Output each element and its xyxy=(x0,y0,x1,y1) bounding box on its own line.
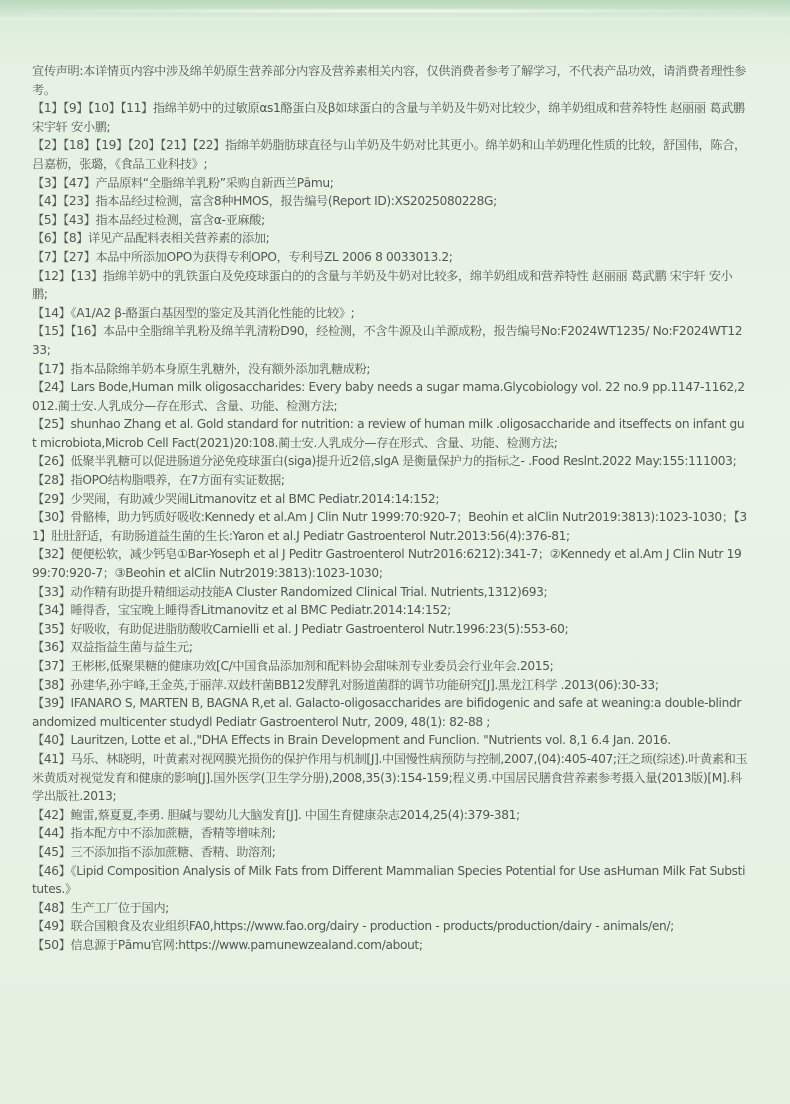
reference-item: 【25】shunhao Zhang et al. Gold standard for nutrition: a review of human milk .oligosaccharide and itseffects on infant gut microbiota,Microb Cell Fact(2021)20:108.蔺士安.人乳成分—存在形式、含量、功能、检测方法; xyxy=(32,417,745,450)
disclaimer-document xyxy=(32,62,748,955)
reference-item: 【12】【13】指绵羊奶中的乳铁蛋白及免疫球蛋白的的含量与羊奶及牛奶对比较多，绵羊奶组成和营养特性 赵丽丽 葛武鹏 宋宇轩 安小鹏; xyxy=(32,268,733,302)
reference-item: 【46】《Lipid Composition Analysis of Milk Fats from Different Mammalian Species Potential for Use asHuman Milk Fat Substitutes.》 xyxy=(32,863,746,897)
reference-item: 【15】【16】本品中全脂绵羊乳粉及绵羊乳清粉D90，经检测，不含牛源及山羊源成粉，报告编号No:F2024WT1235/ No:F2024WT1233; xyxy=(32,324,743,357)
reference-item: 【45】三不添加指不添加蔗糖、香精、助溶剂; xyxy=(32,844,276,859)
reference-item: 【35】好吸收，有助促进脂肪酸收Carnielli et al. J Pediatr Gastroenterol Nutr.1996:23(5):553-60; xyxy=(32,621,569,636)
reference-item: 【42】鲍雷,蔡夏夏,李勇. 胆碱与婴幼儿大脑发育[J]. 中国生育健康杂志2014,25(4):379-381; xyxy=(32,807,520,822)
reference-item: 【7】【27】本品中所添加OPO为获得专利OPO，专利号ZL 2006 8 0033013.2; xyxy=(32,249,453,264)
disclaimer-statement: 宣传声明:本详情页内容中涉及绵羊奶原生营养部分内容及营养素相关内容，仅供消费者参考了解学习，不代表产品功效，请消费者理性参考。 xyxy=(32,64,747,97)
reference-item: 【34】睡得香，宝宝晚上睡得香Litmanovitz et al BMC Pediatr.2014:14:152; xyxy=(32,603,451,618)
reference-item: 【30】骨骼棒，助力钙质好吸收:Kennedy et al.Am J Clin Nutr 1999:70:920-7；Beohin et alClin Nutr2019:3813):1023-1030；【31】肚肚舒适，有助肠道益生菌的生长:Yaron et al.J Pediatr Gastroenterol Nutr.2013:56(4):376-81; xyxy=(32,510,747,543)
reference-item: 【44】指本配方中不添加蔗糖，香精等增味剂; xyxy=(32,826,276,841)
reference-item: 【4】【23】指本品经过检测，富含8种HMOS，报告编号(Report ID):XS2025080228G; xyxy=(32,194,497,209)
reference-item: 【14】《A1/A2 β-酪蛋白基因型的鉴定及其消化性能的比较》; xyxy=(32,305,355,320)
reference-item: 【37】王彬彬,低聚果糖的健康功效[C/中国食品添加剂和配料协会甜味剂专业委员会行业年会.2015; xyxy=(32,659,554,673)
reference-item: 【17】指本品除绵羊奶本身原生乳糖外，没有额外添加乳糖成粉; xyxy=(32,361,371,376)
reference-item: 【28】指OPO结构脂喂养，在7方面有实证数据; xyxy=(32,473,285,488)
reference-item: 【2】【18】【19】【20】【21】【22】指绵羊奶脂肪球直径与山羊奶及牛奶对比其更小。绵羊奶和山羊奶理化性质的比较，舒国伟，陈合，吕嘉枥，张璐，《食品工业科技》; xyxy=(32,138,746,171)
reference-item: 【49】联合国粮食及农业组织FA0,https://www.fao.org/dairy - production - products/production/dairy - animals/en/; xyxy=(32,919,674,934)
reference-item: 【1】【9】【10】【11】指绵羊奶中的过敏原αs1酪蛋白及β如球蛋白的含量与羊奶及牛奶对比较少，绵羊奶组成和营养特性 赵丽丽 葛武鹏 宋宇轩 安小鹏; xyxy=(32,101,745,134)
reference-item: 【5】【43】指本品经过检测，富含α-亚麻酸; xyxy=(32,212,265,227)
reference-item: 【29】少哭闹，有助减少哭闹Litmanovitz et al BMC Pediatr.2014:14:152; xyxy=(32,491,440,506)
reference-item: 【41】马乐、林晓明，叶黄素对视网膜光损伤的保护作用与机制[J].中国慢性病预防与控制,2007,(04):405-407;汪之顼(综述).叶黄素和玉米黄质对视觉发育和健康的影响[J].国外医学(卫生学分册),2008,35(3):154-159;程义勇.中国居民膳食营养素参考摄入量(2013版)[M].科学出版社.2013; xyxy=(32,751,748,804)
reference-item: 【33】动作精有助提升精细运动技能A Cluster Randomized Clinical Trial. Nutrients,1312)693; xyxy=(32,584,548,599)
reference-item: 【50】信息源于Pāmu官网:https://www.pamunewzealand.com/about; xyxy=(32,937,423,952)
reference-item: 【40】Lauritzen, Lotte et al.,"DHA Effects in Brain Development and Funclion. "Nutrients vol. 8,1 6.4 Jan. 2016. xyxy=(32,733,671,748)
reference-item: 【3】【47】产品原料“全脂绵羊乳粉”采购自新西兰Pāmu; xyxy=(32,175,334,190)
reference-item: 【32】便便松软，减少钙皂①Bar-Yoseph et al J Peditr Gastroenterol Nutr2016:6212):341-7；②Kennedy et al.Am J Clin Nutr 1999:70:920-7；③Beohin et alClin Nutr2019:3813):1023-1030; xyxy=(32,547,742,581)
references-list xyxy=(32,99,748,954)
reference-item: 【26】低聚半乳糖可以促进肠道分泌免疫球蛋白(siga)提升近2倍,slgA 是衡量保护力的指标之- .Food Reslnt.2022 May:155:111003; xyxy=(32,454,737,469)
reference-item: 【38】孙建华,孙宇峰,王金英,于丽萍.双歧杆菌BB12发酵乳对肠道菌群的调节功能研究[J].黑龙江科学 .2013(06):30-33; xyxy=(32,677,659,692)
reference-item: 【24】Lars Bode,Human milk oligosaccharides: Every baby needs a sugar mama.Glycobiology vol. 22 no.9 pp.1147-1162,2012.蔺士安.人乳成分—存在形式、含量、功能、检测方法; xyxy=(32,380,745,413)
reference-item: 【48】生产工厂位于国内; xyxy=(32,900,169,915)
reference-item: 【36】双益指益生菌与益生元; xyxy=(32,640,193,655)
top-decorative-band xyxy=(0,0,790,20)
reference-item: 【6】【8】详见产品配料表相关营养素的添加; xyxy=(32,231,270,246)
reference-item: 【39】IFANARO S, MARTEN B, BAGNA R,et al. Galacto-oligosaccharides are bifidogenic and safe at weaning:a double-blindrandomized multicenter studydl Pediatr Gastroenterol Nutr, 2009, 48(1): 82-88 ; xyxy=(32,696,742,729)
